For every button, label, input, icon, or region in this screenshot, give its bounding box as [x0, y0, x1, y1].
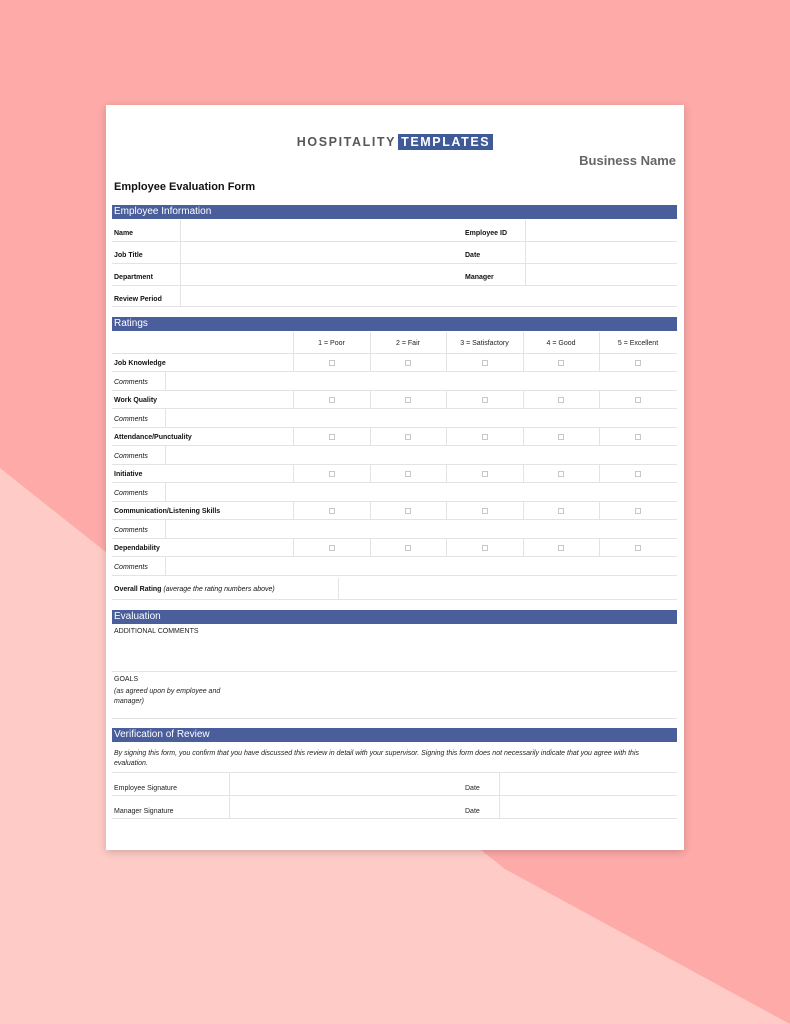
info-row-department — [112, 264, 677, 286]
rating-checkbox-attendance-punctuality-2[interactable] — [405, 434, 411, 440]
job-title-field[interactable] — [181, 242, 465, 263]
comments-field-dependability[interactable] — [166, 557, 677, 575]
rating-checkbox-initiative-5[interactable] — [635, 471, 641, 477]
comments-row-initiative — [112, 483, 677, 502]
section-evaluation: Evaluation — [112, 610, 677, 624]
scale-header-excellent: 5 = Excellent — [617, 340, 659, 347]
criterion-label-attendance-punctuality: Attendance/Punctuality — [114, 434, 192, 441]
employee-id-field[interactable] — [526, 220, 676, 241]
section-ratings: Ratings — [112, 317, 677, 331]
manager-label: Manager — [465, 274, 494, 281]
manager-signature-row — [112, 796, 677, 819]
form-title: Employee Evaluation Form — [114, 181, 256, 193]
criterion-label-initiative: Initiative — [114, 471, 143, 478]
ratings-header-row — [112, 332, 677, 354]
department-label: Department — [114, 274, 153, 281]
criterion-label-job-knowledge: Job Knowledge — [114, 360, 166, 367]
comments-field-initiative[interactable] — [166, 483, 677, 501]
comments-row-communication-listening-skills — [112, 520, 677, 539]
section-employee-information: Employee Information — [112, 205, 677, 219]
goals-label: GOALS — [114, 676, 139, 683]
scale-header-satisfactory: 3 = Satisfactory — [460, 340, 509, 347]
rating-checkbox-communication-listening-skills-1[interactable] — [329, 508, 335, 514]
rating-checkbox-job-knowledge-4[interactable] — [558, 360, 564, 366]
logo — [106, 135, 684, 149]
rating-checkbox-communication-listening-skills-4[interactable] — [558, 508, 564, 514]
rating-checkbox-work-quality-4[interactable] — [558, 397, 564, 403]
overall-rating-note: (average the rating numbers above) — [163, 586, 275, 593]
manager-signature-date-field[interactable] — [500, 796, 676, 818]
rating-checkbox-job-knowledge-5[interactable] — [635, 360, 641, 366]
criterion-label-work-quality: Work Quality — [114, 397, 158, 404]
overall-rating-label: Overall Rating (average the rating numbers above) — [114, 586, 275, 593]
comments-field-work-quality[interactable] — [166, 409, 677, 427]
employee-signature-field[interactable] — [230, 773, 465, 795]
comments-row-work-quality — [112, 409, 677, 428]
review-period-field[interactable] — [181, 286, 676, 306]
criterion-label-communication-listening-skills: Communication/Listening Skills — [114, 508, 221, 515]
additional-comments-row[interactable] — [112, 625, 677, 672]
employee-signature-row — [112, 773, 677, 796]
comments-row-attendance-punctuality — [112, 446, 677, 465]
rating-checkbox-attendance-punctuality-5[interactable] — [635, 434, 641, 440]
scale-header-good: 4 = Good — [546, 340, 576, 347]
rating-checkbox-communication-listening-skills-3[interactable] — [482, 508, 488, 514]
comments-label: Comments — [114, 416, 148, 423]
comments-label: Comments — [114, 564, 148, 571]
date-label: Date — [465, 252, 481, 259]
review-period-label: Review Period — [114, 296, 162, 303]
criterion-row-work-quality — [112, 391, 677, 409]
employee-signature-date-label: Date — [465, 785, 480, 792]
logo-text-hospitality: HOSPITALITY — [296, 135, 397, 149]
name-field[interactable] — [181, 220, 465, 241]
verification-statement: By signing this form, you confirm that you have discussed this review in detail with your supervisor. Signing this form does not necessarily indicate that you agree with this evaluation. — [114, 750, 639, 767]
logo-text-templates: TEMPLATES — [398, 134, 493, 150]
criterion-row-initiative — [112, 465, 677, 483]
comments-row-dependability — [112, 557, 677, 576]
criterion-label-dependability: Dependability — [114, 545, 160, 552]
rating-checkbox-attendance-punctuality-1[interactable] — [329, 434, 335, 440]
department-field[interactable] — [181, 264, 465, 285]
rating-checkbox-communication-listening-skills-5[interactable] — [635, 508, 641, 514]
info-row-name — [112, 220, 677, 242]
rating-checkbox-initiative-2[interactable] — [405, 471, 411, 477]
rating-checkbox-work-quality-5[interactable] — [635, 397, 641, 403]
employee-signature-date-field[interactable] — [500, 773, 676, 795]
date-field[interactable] — [526, 242, 676, 263]
comments-label: Comments — [114, 490, 148, 497]
criterion-row-attendance-punctuality — [112, 428, 677, 446]
comments-row-job-knowledge — [112, 372, 677, 391]
rating-checkbox-communication-listening-skills-2[interactable] — [405, 508, 411, 514]
goals-row[interactable] — [112, 672, 677, 719]
employee-id-label: Employee ID — [465, 230, 508, 237]
comments-label: Comments — [114, 379, 148, 386]
comments-field-attendance-punctuality[interactable] — [166, 446, 677, 464]
info-row-review-period — [112, 286, 677, 307]
overall-rating-field[interactable] — [339, 578, 677, 599]
rating-checkbox-work-quality-3[interactable] — [482, 397, 488, 403]
scale-header-poor: 1 = Poor — [318, 340, 345, 347]
verification-statement-row — [112, 743, 677, 773]
rating-checkbox-attendance-punctuality-3[interactable] — [482, 434, 488, 440]
rating-checkbox-job-knowledge-3[interactable] — [482, 360, 488, 366]
rating-checkbox-dependability-2[interactable] — [405, 545, 411, 551]
comments-label: Comments — [114, 527, 148, 534]
comments-field-communication-listening-skills[interactable] — [166, 520, 677, 538]
manager-signature-label: Manager Signature — [114, 808, 174, 815]
overall-rating-row — [112, 578, 677, 600]
goals-note: (as agreed upon by employee and manager) — [114, 688, 221, 705]
rating-checkbox-initiative-3[interactable] — [482, 471, 488, 477]
rating-checkbox-work-quality-2[interactable] — [405, 397, 411, 403]
manager-signature-field[interactable] — [230, 796, 465, 818]
scale-header-fair: 2 = Fair — [396, 340, 420, 347]
name-label: Name — [114, 230, 134, 237]
form-sheet — [106, 105, 684, 850]
info-row-job-title — [112, 242, 677, 264]
rating-checkbox-work-quality-1[interactable] — [329, 397, 335, 403]
additional-comments-label: ADDITIONAL COMMENTS — [114, 628, 199, 635]
comments-label: Comments — [114, 453, 148, 460]
criterion-row-communication-listening-skills — [112, 502, 677, 520]
rating-checkbox-initiative-1[interactable] — [329, 471, 335, 477]
manager-signature-date-label: Date — [465, 808, 480, 815]
rating-checkbox-initiative-4[interactable] — [558, 471, 564, 477]
manager-field[interactable] — [526, 264, 676, 285]
comments-field-job-knowledge[interactable] — [166, 372, 677, 390]
rating-checkbox-dependability-3[interactable] — [482, 545, 488, 551]
criterion-row-job-knowledge — [112, 354, 677, 372]
criterion-row-dependability — [112, 539, 677, 557]
employee-signature-label: Employee Signature — [114, 785, 178, 792]
rating-checkbox-dependability-1[interactable] — [329, 545, 335, 551]
rating-checkbox-dependability-5[interactable] — [635, 545, 641, 551]
job-title-label: Job Title — [114, 252, 143, 259]
rating-checkbox-job-knowledge-1[interactable] — [329, 360, 335, 366]
rating-checkbox-attendance-punctuality-4[interactable] — [558, 434, 564, 440]
business-name: Business Name — [579, 153, 676, 168]
rating-checkbox-job-knowledge-2[interactable] — [405, 360, 411, 366]
section-verification: Verification of Review — [112, 728, 677, 742]
rating-checkbox-dependability-4[interactable] — [558, 545, 564, 551]
